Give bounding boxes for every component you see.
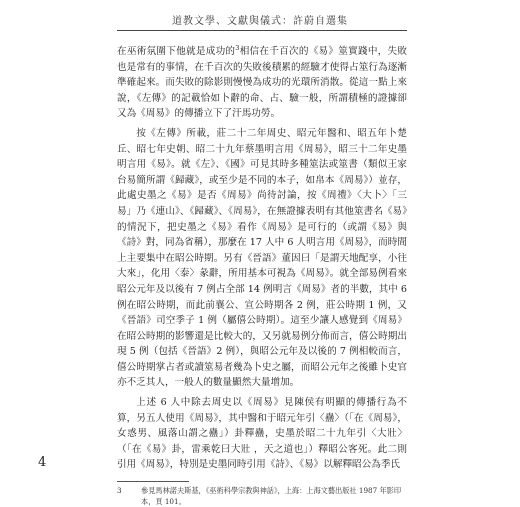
page-number: 4 — [38, 455, 47, 470]
footnote-reference: 3 — [235, 43, 240, 52]
footnote-mark: 3 — [117, 486, 122, 496]
paragraph-3: 上述 6 人中除去周史以《周易》見陳侯有明顯的傳播行為不算，另五人使用《周易》，其中醫和于昭元年引〈蠱〉（「在《周易》，女惑男、風落山謂之蠱」）卦釋蠱，史墨於昭二十九年引〈大壯〉（「在《易》卦，雷乘乾曰大壯 ，天之道也」）釋昭公客死。此二則引用《周易》，特別是史墨同時引用《詩》、《易》以解釋昭公為季氏 — [117, 397, 407, 471]
paragraph-1 — [117, 44, 407, 122]
footnote-rule — [117, 481, 189, 482]
paragraph-1-continued: 相信在千百次的《易》筮實踐中，失敗也是常有的事情，在千百次的失敗後積累的經驗才使得占筮行為逐漸準確起來。而失敗的除影則慢慢為成功的光環所消散。從這一點上來說，《左傳》的記載恰如卜辭的命、占、驗一般，所謂積極的證據卻又為《周易》的傳播立下了汗馬功勞。 — [117, 46, 408, 120]
body-text — [117, 44, 407, 507]
footnote-text: 參見馬林諾夫斯基，《巫術科學宗教與神話》，上海：上海文藝出版社 1987 年影印本，頁 101。 — [141, 486, 402, 507]
header-rule — [117, 30, 407, 31]
paragraph-2: 按《左傳》所載，莊二十二年周史、昭元年醫和、昭五年卜楚丘、昭七年史朝、昭二十九年蔡墨明言用《周易》，昭三十二年史墨明言用《易》。就《左》、《國》可見其時多種筮法或筮書（類似王家台易簡所謂《歸藏》，或至少是不同的本子，如帛本《周易》）並存，此處史墨之《易》是否《周易》尚待討論，按《周禮》〈大卜〉「三易」乃《連山》、《歸藏》、《周易》，在無證據表明有其他筮書名《易》的情況下，把史墨之《易》看作《周易》是可行的（或謂《易》與《詩》對，同為省稱），那麼在 17 人中 6 人明言用《周易》，而時間上主要集中在昭公時期。另有《晉語》董因曰「是謂天地配享，小往大來」，化用〈泰〉彖辭，所用基本可視為《周易》。就全部易例看來昭公元年及以後有 7 例占全部 14 例明言《周易》者的半數，其中 6 例在昭公時期，而此前襄公、宣公時期各 2 例，莊公時期 1 例，又《晉語》司空季子 1 例（屬僖公時期）。這至少讓人感覺到《周易》在昭公時期的影響還是比較大的，又另就易例分佈而言，僖公時期出現 5 例（包括《晉語》2 例），與昭公元年及以後的 7 例相較而言，僖公時期掌占者或讀筮易者幾為卜史之屬，而昭公元年之後雖卜史官亦不乏其人，一般人的數量顯然大量增加。 — [117, 127, 407, 389]
running-header: 道教文學、文獻與儀式：許蔚自選集 — [172, 16, 348, 27]
footnote — [117, 485, 407, 507]
paragraph-1-text: 在巫術氛圍下他就是成功的 — [117, 46, 236, 57]
